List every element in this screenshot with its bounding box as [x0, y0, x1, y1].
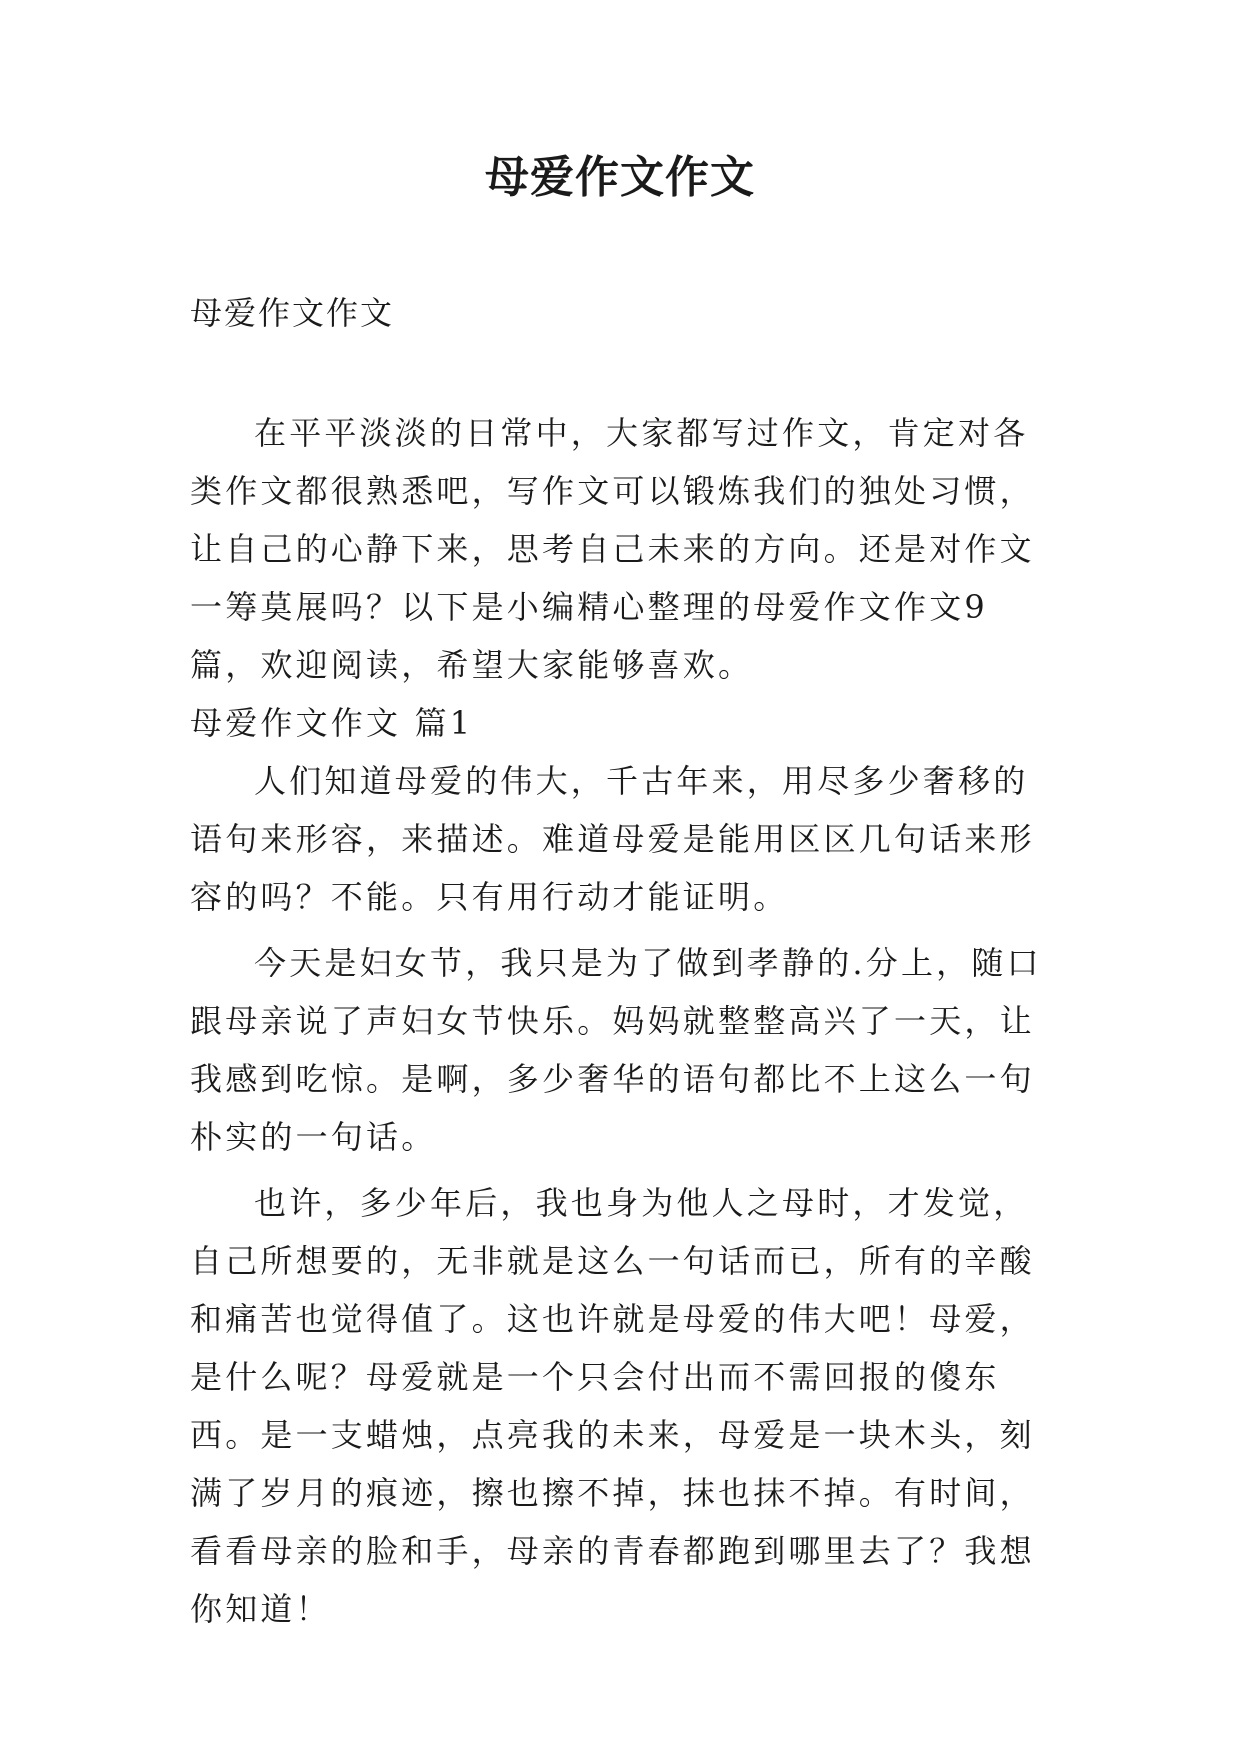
body-paragraph-1: 人们知道母爱的伟大，千古年来，用尽多少奢移的语句来形容，来描述。难道母爱是能用区区几句话来形容的吗？不能。只有用行动才能证明。	[190, 762, 1035, 916]
body-paragraph-3: 也许，多少年后，我也身为他人之母时，才发觉，自己所想要的，无非就是这么一句话而已，所有的辛酸和痛苦也觉得值了。这也许就是母爱的伟大吧！母爱，是什么呢？母爱就是一个只会付出而不需回报的傻东西。是一支蜡烛，点亮我的未来，母爱是一块木头，刻满了岁月的痕迹，擦也擦不掉，抹也抹不掉。有时间，看看母亲的脸和手，母亲的青春都跑到哪里去了？我想你知道！	[190, 1184, 1035, 1628]
body-paragraph-2: 今天是妇女节，我只是为了做到孝静的.分上，随口跟母亲说了声妇女节快乐。妈妈就整整高兴了一天，让我感到吃惊。是啊，多少奢华的语句都比不上这么一句朴实的一句话。	[190, 944, 1042, 1156]
section-heading: 母爱作文作文 篇1	[190, 704, 474, 742]
document-body	[190, 404, 1050, 1638]
document-title: 母爱作文作文	[485, 152, 755, 203]
document-subtitle: 母爱作文作文	[190, 294, 395, 332]
intro-paragraph: 在平平淡淡的日常中，大家都写过作文，肯定对各类作文都很熟悉吧，写作文可以锻炼我们的独处习惯，让自己的心静下来，思考自己未来的方向。还是对作文一筹莫展吗？以下是小编精心整理的母爱作文作文9篇，欢迎阅读，希望大家能够喜欢。	[190, 414, 1035, 684]
